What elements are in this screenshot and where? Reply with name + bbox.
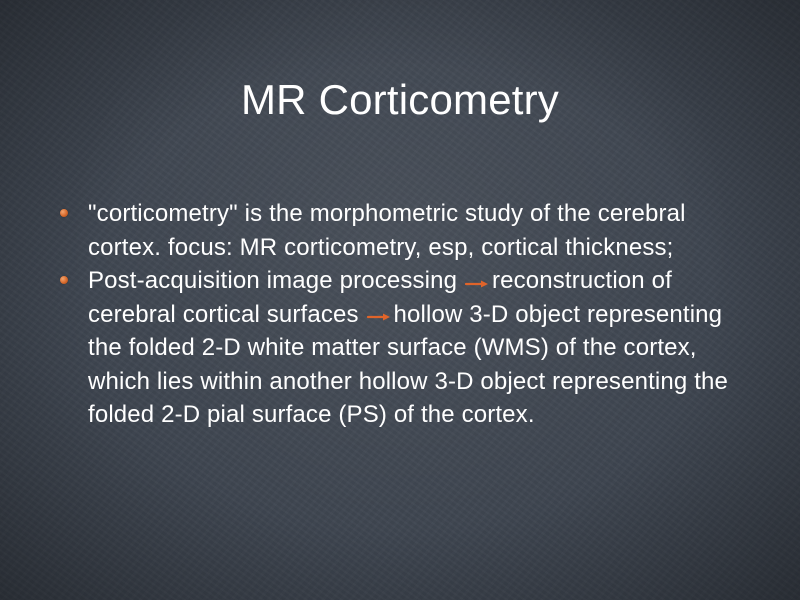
- right-arrow-icon: [366, 309, 392, 321]
- bullet-dot-icon: [60, 276, 68, 284]
- bullet-text-part-3: hollow 3-D object representing the folded 2-D white matter surface (WMS) of the cortex, which lies within another hollow 3-D object representing the folded 2-D pial surface (PS) of the cortex.: [88, 300, 729, 428]
- bullet-item-image-processing: [60, 264, 740, 432]
- bullet-list: [60, 197, 740, 432]
- slide-title: MR Corticometry: [240, 76, 560, 123]
- bullet-text: "corticometry" is the morphometric study of the cerebral cortex. focus: MR corticometry, esp, cortical thickness;: [88, 200, 686, 261]
- bullet-dot-icon: [60, 209, 68, 217]
- bullet-item-corticometry-definition: [60, 197, 740, 264]
- bullet-text-part-2: reconstruction of cerebral cortical surfaces: [88, 267, 672, 328]
- right-arrow-icon: [464, 276, 490, 288]
- bullet-text-part-1: Post-acquisition image processing: [88, 267, 458, 294]
